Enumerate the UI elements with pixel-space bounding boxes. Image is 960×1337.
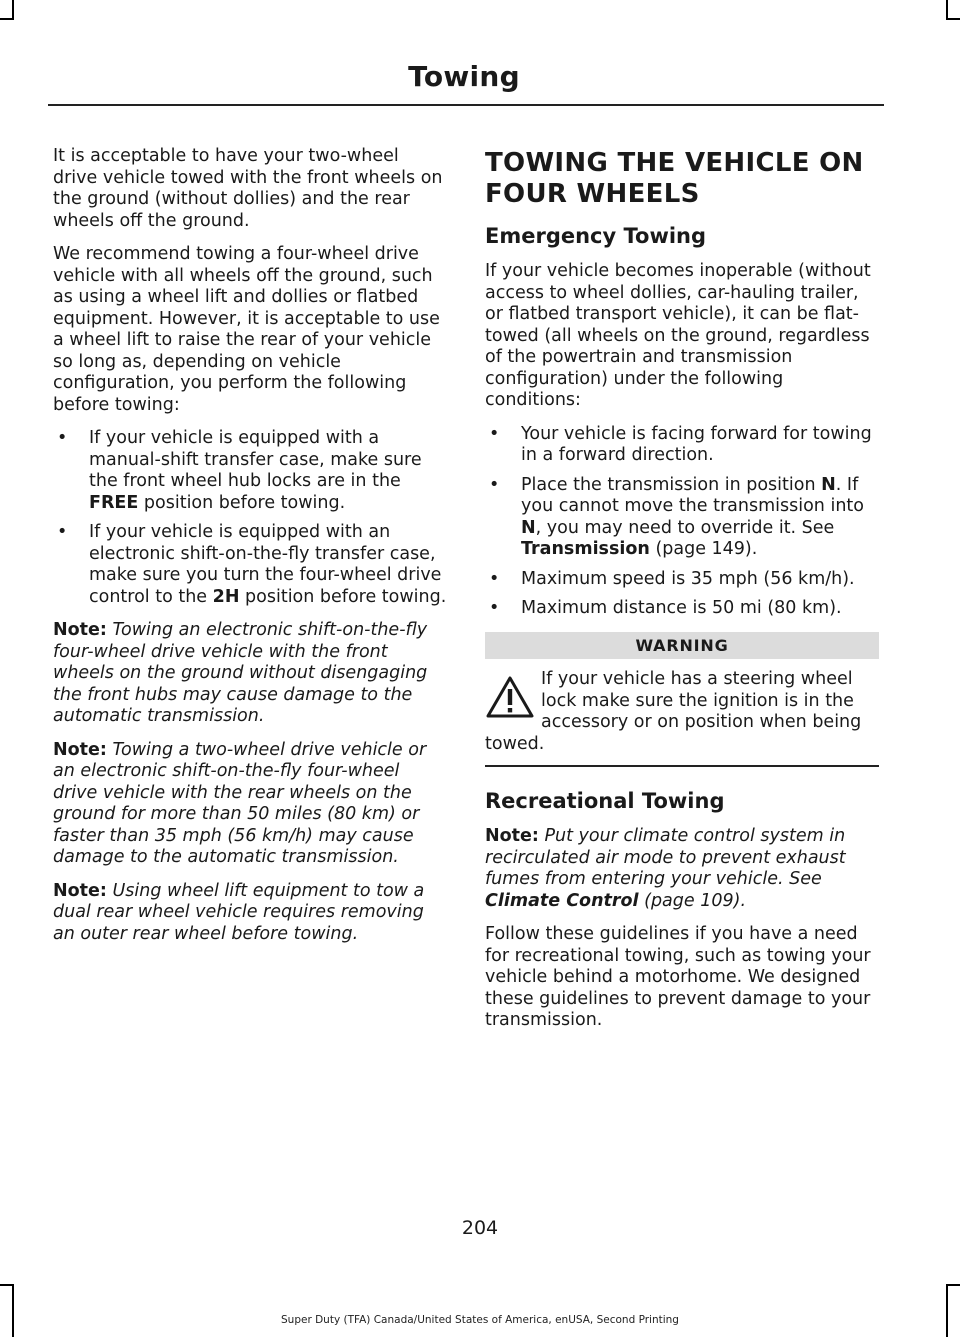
note-label: Note: xyxy=(485,826,539,846)
warning-box xyxy=(485,669,879,767)
paragraph: It is acceptable to have your two-wheel drive vehicle towed with the front wheels on the ground (without dollies) and the rear wheels off the ground. xyxy=(53,146,443,231)
paragraph: We recommend towing a four-wheel drive vehicle with all wheels off the ground, such as using a wheel lift and dollies or flatbed equipment. However, it is acceptable to use a wheel lift to raise the rear of your vehicle so long as, depending on vehicle configuration, you perform the following before towing: xyxy=(53,244,440,415)
list-item: • Maximum distance is 50 mi (80 km). xyxy=(485,598,879,620)
notes xyxy=(485,826,879,912)
list-item xyxy=(53,522,448,608)
list-item xyxy=(485,475,879,561)
footer-text: Super Duty (TFA) Canada/United States of America, enUSA, Second Printing xyxy=(281,1314,679,1326)
paragraph: Follow these guidelines if you have a need for recreational towing, such as towing your vehicle behind a motorhome. We designed these guidelines to prevent damage to your transmission. xyxy=(485,924,871,1030)
list-item-text: , you may need to override it. See xyxy=(535,517,835,538)
list-item xyxy=(53,428,448,514)
left-column xyxy=(53,146,448,957)
note-text: Towing an electronic shift-on-the-fly four-wheel drive vehicle with the front wheels on the ground without disengaging the front hubs may cause damage to the automatic transmission. xyxy=(53,620,428,726)
header-rule xyxy=(48,104,884,106)
bullet-list xyxy=(53,428,448,608)
paragraph: If your vehicle becomes inoperable (without access to wheel dollies, car-hauling trailer, or flatbed transport vehicle), it can be flat-towed (all wheels on the ground, regardless of the powertrain and transmission configuration) under the following conditions: xyxy=(485,261,871,410)
note-text: (page 109). xyxy=(638,890,747,911)
list-item-bold: FREE xyxy=(89,492,139,513)
note-label: Note: xyxy=(53,880,107,901)
crop-mark xyxy=(0,18,14,20)
warning-text: If your vehicle has a steering wheel lock make sure the ignition is in the accessory or on position when being towed. xyxy=(485,669,862,754)
cross-reference-link[interactable]: Transmission xyxy=(521,539,650,559)
bullet-list xyxy=(485,424,879,620)
page-number: 204 xyxy=(461,1217,499,1239)
note-text: Towing a two-wheel drive vehicle or an electronic shift-on-the-fly four-wheel drive vehicle with the rear wheels on the ground for more than 50 miles (80 km) or faster than 35 mph (56 km/h) may cause damage to the automatic transmission. xyxy=(53,739,427,867)
list-item-bold: N xyxy=(821,474,836,495)
note-label: Note: xyxy=(53,620,107,640)
warning-header: WARNING xyxy=(485,632,879,660)
crop-mark xyxy=(12,1284,14,1337)
page-header-title: Towing xyxy=(408,60,520,93)
list-item-text: Place the transmission in position xyxy=(521,474,822,495)
note xyxy=(53,740,448,869)
note-label: Note: xyxy=(53,739,107,760)
list-item-text: If your vehicle is equipped with an electronic shift-on-the-fly transfer case, make sure you turn the four-wheel drive control to the xyxy=(89,522,442,607)
note xyxy=(53,881,448,946)
list-item-text: (page 149). xyxy=(649,539,758,559)
crop-mark xyxy=(12,0,14,20)
right-column xyxy=(485,146,879,1044)
list-item-text: If your vehicle is equipped with a manual-shift transfer case, make sure the front wheel hub locks are in the xyxy=(89,428,422,491)
crop-mark xyxy=(0,1284,14,1286)
warning-triangle-icon xyxy=(485,675,535,719)
list-item: • Your vehicle is facing forward for towing in a forward direction. xyxy=(485,424,879,467)
crop-mark xyxy=(946,0,948,20)
list-item-text: position before towing. xyxy=(239,586,447,607)
note-text: Put your climate control system in recirculated air mode to prevent exhaust fumes from entering your vehicle. See xyxy=(485,826,846,889)
note-text: Using wheel lift equipment to tow a dual rear wheel vehicle requires removing an outer rear wheel before towing. xyxy=(53,880,425,944)
crop-mark xyxy=(946,1284,960,1286)
crop-mark xyxy=(946,18,960,20)
list-item-text: position before towing. xyxy=(138,492,346,513)
note xyxy=(485,826,879,912)
list-item-bold: N xyxy=(521,517,536,538)
notes xyxy=(53,620,448,945)
subsection-heading: Recreational Towing xyxy=(485,789,725,813)
list-item-bold: 2H xyxy=(212,586,240,607)
subsection-heading: Emergency Towing xyxy=(485,224,707,248)
note xyxy=(53,620,448,728)
section-heading: TOWING THE VEHICLE ON FOUR WHEELS xyxy=(485,148,864,209)
crop-mark xyxy=(946,1284,948,1337)
cross-reference-link[interactable]: Climate Control xyxy=(485,890,639,911)
list-item-text: . If you cannot move the transmission into xyxy=(521,474,864,516)
list-item: • Maximum speed is 35 mph (56 km/h). xyxy=(485,569,879,591)
